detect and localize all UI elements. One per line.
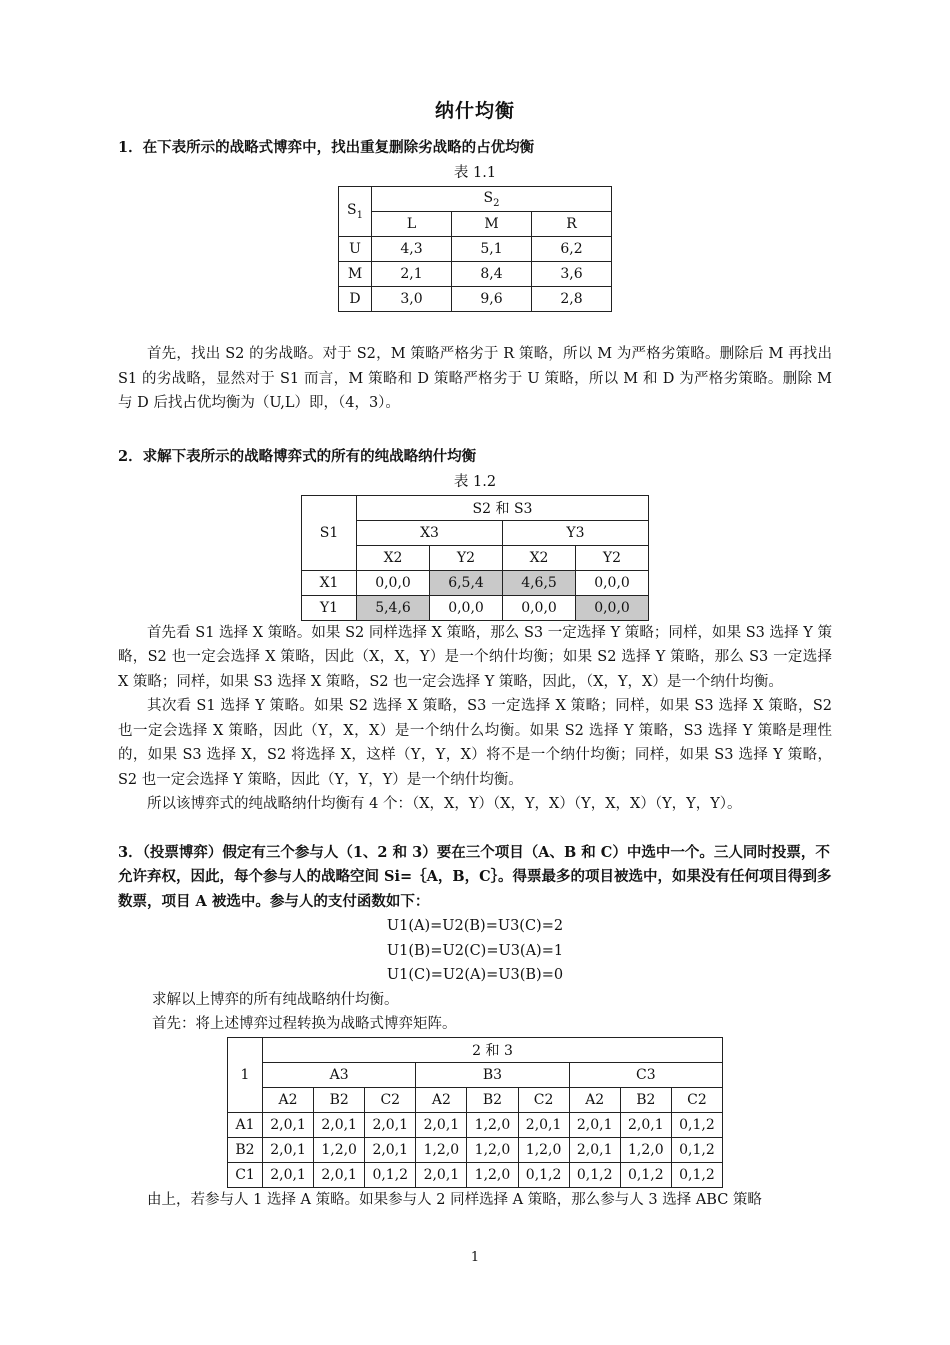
payoff-cell: 0,1,2 xyxy=(671,1112,722,1137)
payoff-cell: 1,2,0 xyxy=(467,1112,518,1137)
payoff-cell: 2,0,1 xyxy=(620,1112,671,1137)
question-3: 3．（投票博弈）假定有三个参与人（1、2 和 3）要在三个项目（A、B 和 C）中选中一个。三人同时投票，不允许弃权，因此，每个参与人的战略空间 Si=｛A，B，C｝。得票最多的项目被选中，如果没有任何项目得到多数票，项目 A 被选中。参与人的支付函数如下： xyxy=(118,843,832,910)
payoff-cell-highlighted: 6,5,4 xyxy=(430,570,503,595)
payoff-cell: 2,0,1 xyxy=(416,1162,467,1187)
payoff-cell: 0,1,2 xyxy=(671,1137,722,1162)
row-label: D xyxy=(339,287,372,312)
table-3-row-player: 1 xyxy=(228,1037,263,1112)
payoff-cell-highlighted: 5,4,6 xyxy=(357,595,430,620)
payoff-cell: 2,0,1 xyxy=(263,1137,314,1162)
page-title: 纳什均衡 xyxy=(434,100,515,122)
payoff-cell: 2,8 xyxy=(532,287,612,312)
row-label: C1 xyxy=(228,1162,263,1187)
table-row xyxy=(228,1162,723,1187)
table-1-col-header: L xyxy=(372,212,452,237)
table-row xyxy=(228,1137,723,1162)
payoff-cell: 2,0,1 xyxy=(263,1112,314,1137)
row-label: X1 xyxy=(302,570,357,595)
payoff-cell: 2,0,1 xyxy=(365,1137,416,1162)
payoff-cell: 0,0,0 xyxy=(576,570,649,595)
table-2-col-header: Y2 xyxy=(576,545,649,570)
formula: U1(A)=U2(B)=U3(C)=2 xyxy=(386,918,564,934)
payoff-cell: 1,2,0 xyxy=(314,1137,365,1162)
payoff-cell: 2,0,1 xyxy=(569,1112,620,1137)
payoff-cell: 1,2,0 xyxy=(620,1137,671,1162)
payoff-cell: 0,1,2 xyxy=(518,1162,569,1187)
table-2-col-header: Y2 xyxy=(430,545,503,570)
table-3-col-header: B2 xyxy=(467,1087,518,1112)
table-3-col-header: C2 xyxy=(518,1087,569,1112)
row-label: B2 xyxy=(228,1137,263,1162)
table-row xyxy=(339,262,612,287)
payoff-cell: 2,0,1 xyxy=(416,1112,467,1137)
table-2 xyxy=(301,495,649,621)
document-page xyxy=(118,96,832,1212)
payoff-cell: 3,6 xyxy=(532,262,612,287)
answer-2-para-2: 其次看 S1 选择 Y 策略。如果 S2 选择 X 策略，S3 一定选择 X 策略；同样，如果 S3 选择 X 策略，S2 也一定会选择 X 策略，因此（Y，X，X）是一个纳什么均衡。如果 S2 选择 Y 策略，S3 选择 Y 策略是理性的，如果 S3 选择 X，S2 将选择 X，这样（Y，Y，X）将不是一个纳什均衡；同样，如果 S3 选择 Y 策略，S2 也一定会选择 Y 策略，因此（Y，Y，Y）是一个纳什均衡。 xyxy=(118,698,832,788)
table-row xyxy=(302,570,649,595)
table-3 xyxy=(227,1037,723,1188)
row-label: U xyxy=(339,237,372,262)
row-label: M xyxy=(339,262,372,287)
payoff-cell: 6,2 xyxy=(532,237,612,262)
table-2-group-header: Y3 xyxy=(503,520,649,545)
question-1: 1．在下表所示的战略式博弈中，找出重复删除劣战略的占优均衡 xyxy=(118,139,535,156)
payoff-cell: 8,4 xyxy=(452,262,532,287)
answer-3-start: 由上，若参与人 1 选择 A 策略。如果参与人 2 同样选择 A 策略，那么参与人 3 选择 ABC 策略 xyxy=(147,1191,762,1208)
table-1-row-player: $S_1$ xyxy=(339,187,372,237)
table-2-group-header: X3 xyxy=(357,520,503,545)
payoff-cell: 2,0,1 xyxy=(569,1137,620,1162)
payoff-cell: 0,1,2 xyxy=(569,1162,620,1187)
table-2-col-header: X2 xyxy=(357,545,430,570)
answer-1: 首先，找出 S2 的劣战略。对于 S2，M 策略严格劣于 R 策略，所以 M 为严格劣策略。删除后 M 再找出 S1 的劣战略，显然对于 S1 而言，M 策略和 D 策略严格劣于 U 策略，所以 M 和 D 为严格劣策略。删除 M 与 D 后找占优均衡为（U,L）即，（4，3）。 xyxy=(118,346,832,411)
table-1 xyxy=(338,186,612,312)
table-3-col-header: A2 xyxy=(569,1087,620,1112)
answer-2-para-1: 首先看 S1 选择 X 策略。如果 S2 同样选择 X 策略，那么 S3 一定选择 Y 策略；同样，如果 S3 选择 Y 策略，S2 也一定会选择 X 策略，因此（X，X，Y）是一个纳什均衡；如果 S2 选择 Y 策略，那么 S3 一定选择 X 策略；同样，如果 S3 选择 X 策略，S2 也一定会选择 Y 策略，因此，（X，Y，X）是一个纳什均衡。 xyxy=(118,624,832,690)
table-3-group-header: A3 xyxy=(263,1062,416,1087)
question-3-ask: 求解以上博弈的所有纯战略纳什均衡。 xyxy=(152,991,399,1008)
table-3-col-players: 2 和 3 xyxy=(263,1037,723,1062)
table-row xyxy=(339,287,612,312)
row-label: Y1 xyxy=(302,595,357,620)
table-3-col-header: A2 xyxy=(263,1087,314,1112)
formula: U1(C)=U2(A)=U3(B)=0 xyxy=(386,967,564,983)
payoff-cell: 1,2,0 xyxy=(416,1137,467,1162)
table-3-col-header: A2 xyxy=(416,1087,467,1112)
table-2-col-header: X2 xyxy=(503,545,576,570)
payoff-cell-highlighted: 0,0,0 xyxy=(576,595,649,620)
payoff-cell: 2,0,1 xyxy=(314,1162,365,1187)
table-2-col-players: S2 和 S3 xyxy=(357,495,649,520)
table-3-col-header: C2 xyxy=(671,1087,722,1112)
table-2-caption: 表 1.2 xyxy=(453,473,497,490)
payoff-cell: 1,2,0 xyxy=(467,1137,518,1162)
payoff-cell: 3,0 xyxy=(372,287,452,312)
payoff-cell: 0,0,0 xyxy=(430,595,503,620)
table-3-col-header: B2 xyxy=(314,1087,365,1112)
table-3-col-header: C2 xyxy=(365,1087,416,1112)
table-2-row-player: S1 xyxy=(302,495,357,570)
payoff-cell: 0,0,0 xyxy=(357,570,430,595)
payoff-cell: 2,0,1 xyxy=(314,1112,365,1137)
payoff-cell-highlighted: 4,6,5 xyxy=(503,570,576,595)
payoff-cell: 0,1,2 xyxy=(620,1162,671,1187)
payoff-cell: 5,1 xyxy=(452,237,532,262)
payoff-cell: 1,2,0 xyxy=(518,1137,569,1162)
payoff-cell: 0,1,2 xyxy=(671,1162,722,1187)
payoff-cell: 2,0,1 xyxy=(263,1162,314,1187)
table-row xyxy=(339,237,612,262)
payoff-cell: 1,2,0 xyxy=(467,1162,518,1187)
payoff-cell: 2,1 xyxy=(372,262,452,287)
table-3-col-header: B2 xyxy=(620,1087,671,1112)
table-row xyxy=(302,595,649,620)
payoff-cell: 2,0,1 xyxy=(365,1112,416,1137)
table-1-col-player: $S_2$ xyxy=(372,187,612,212)
table-3-group-header: B3 xyxy=(416,1062,569,1087)
table-1-col-header: M xyxy=(452,212,532,237)
row-label: A1 xyxy=(228,1112,263,1137)
table-1-caption: 表 1.1 xyxy=(453,165,497,181)
payoff-cell: 0,0,0 xyxy=(503,595,576,620)
payoff-cell: 4,3 xyxy=(372,237,452,262)
payoff-cell: 9,6 xyxy=(452,287,532,312)
payoff-cell: 2,0,1 xyxy=(518,1112,569,1137)
page-number: 1 xyxy=(470,1250,480,1265)
question-3-first: 首先：将上述博弈过程转换为战略式博弈矩阵。 xyxy=(152,1016,457,1032)
question-2: 2．求解下表所示的战略博弈式的所有的纯战略纳什均衡 xyxy=(118,447,477,465)
table-row xyxy=(228,1112,723,1137)
table-1-col-header: R xyxy=(532,212,612,237)
answer-2-para-3: 所以该博弈式的纯战略纳什均衡有 4 个：（X，X，Y）（X，Y，X）（Y，X，X）（Y，Y，Y）。 xyxy=(147,796,742,812)
payoff-cell: 0,1,2 xyxy=(365,1162,416,1187)
formula: U1(B)=U2(C)=U3(A)=1 xyxy=(386,942,564,959)
table-3-group-header: C3 xyxy=(569,1062,722,1087)
